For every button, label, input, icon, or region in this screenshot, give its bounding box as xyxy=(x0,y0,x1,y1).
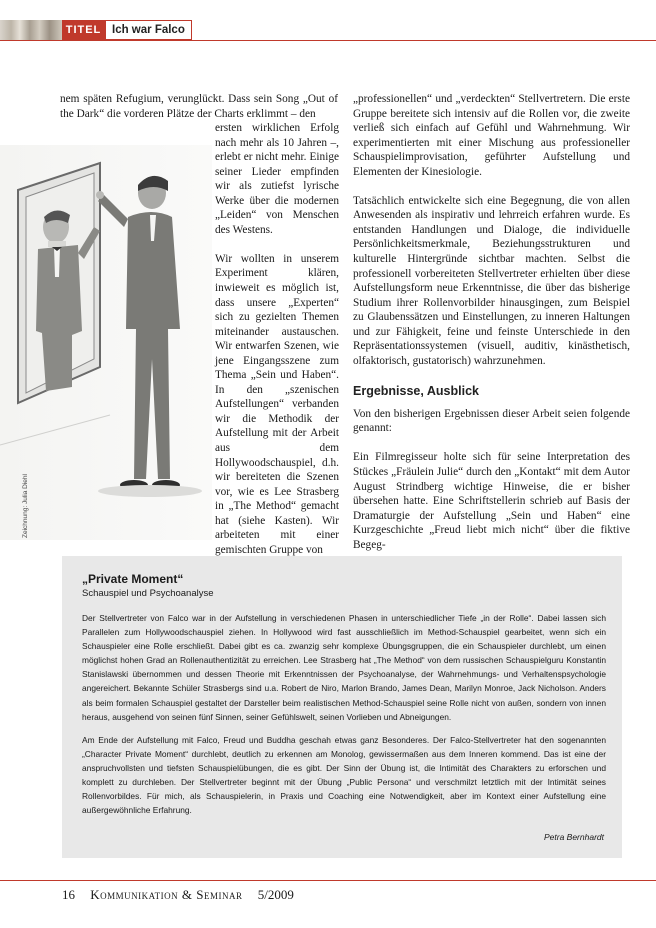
issue-number: 5/2009 xyxy=(257,887,294,902)
col2-paragraph: „professionellen“ und „verdeckten“ Stellvertretern. Die erste Gruppe bereitete sich intensiv auf die Rollen vor, die zweite verließ sich einfach auf Gefühl und Wahrnehmung. Wir experimentierten mit einer Mischung aus professioneller Schauspielimprovisation, geführter Aufstellung und Elementen der Kinesiologie. xyxy=(353,93,630,178)
col2-paragraph: Von den bisherigen Ergebnissen dieser Arbeit seien folgende genannt: xyxy=(353,407,630,435)
box-paragraph: Der Stellvertreter von Falco war in der Aufstellung in verschiedenen Phasen in unterschiedlicher Tiefe „in der Rolle“. Dabei lassen sich Parallelen zum Hollywoodschauspiel ziehen. In Hollywood wird fast ausschließlich im Method-Schauspiel gearbeitet, wenn sich ein Schauspieler eine Rolle erschließt. Dabei gibt es ca. zwanzig sehr komplexe Übungsgruppen, die ein Schauspieler durchlebt, um einen möglichst hohen Grad an Rollenauthentizität zu erreichen. Lee Strasberg hat „The Method“ von dem russischen Schauspielguru Konstantin Stanislawski übernommen und dessen Theorie mit Erkenntnissen der Psychoanalyse, der Wahrnehmungs- und Verhaltenspsychologie angereichert. Bekannte Schüler Strasbergs sind u.a. Robert de Niro, Marlon Brando, James Dean, Marilyn Monroe, Jack Nicholson. Anders als beim formalen Schauspiel gestaltet der Darsteller beim realistischen Method-Schauspiel seine Rolle nicht von außen, sondern von innen heraus, ausgehend von seinen fünf Sinnen, seiner Gefühlswelt, seinen Vorlieben und Abneigungen. xyxy=(82,613,606,722)
header-rule xyxy=(0,40,656,41)
sidebar-box xyxy=(62,556,622,858)
col1-top-text: nem späten Refugium, verunglückt. Dass sein Song „Out of the Dark“ die vorderen Plätze der Charts erklimmt – den xyxy=(60,93,338,120)
col1-narrow-column xyxy=(215,121,339,557)
page-number: 16 xyxy=(62,887,75,902)
box-subtitle: Schauspiel und Psychoanalyse xyxy=(82,588,214,599)
section-heading: Ergebnisse, Ausblick xyxy=(353,384,479,399)
article-title: Ich war Falco xyxy=(105,20,192,40)
section-badge: TITEL xyxy=(62,20,105,40)
mirror-drawing xyxy=(0,145,212,540)
magazine-name: Kommunikation & Seminar xyxy=(90,887,243,902)
col1-paragraph: ersten wirklichen Erfolg nach mehr als 10 Jahren –, erlebt er nicht mehr. Einige seiner Lieder empfinden wir als zutiefst lyrische Werke über die modernen „Leiden“ von Menschen des Westens. xyxy=(215,122,339,236)
footer xyxy=(62,887,294,903)
box-title: „Private Moment“ xyxy=(82,572,184,586)
image-credit: Zeichnung: Julia Diehl xyxy=(22,474,29,538)
box-body xyxy=(82,611,606,817)
box-author: Petra Bernhardt xyxy=(543,832,604,842)
box-paragraph: Am Ende der Aufstellung mit Falco, Freud und Buddha geschah etwas ganz Besonderes. Der Falco-Stellvertreter hat den sogenannten „Character Private Moment“ durchlebt, deutlich zu erkennen am Monolog, gewissermaßen aus dem Inneren kommend. Das ist eine der anspruchvollsten und tiefsten Schauspielübungen, die es gibt. Der Sinn der Übung ist, die Intimität des Charakters zu erforschen und komplett zu durchleben. Der Stellvertreter beginnt mit der Übung „Public Persona“ und verschmilzt letztlich mit der Intimität seines Rollenvorbildes. Für mich, als Schauspielerin, in Praxis und Coaching eine Notwendigkeit, aber im Kontext einer Aufstellung eine außergewöhnliche Erfahrung. xyxy=(82,734,606,816)
col1-paragraph: Wir wollten in unserem Experiment klären, inwieweit es möglich ist, dass unsere „Experten“ sich zu gezielten Themen miteinander austauschen. Wir entwarfen Szenen, wie jene Eingangsszene zum Thema „Sein und Haben“. In den „szenischen Aufstellungen“ verbanden wir die Methodik der Aufstellung mit der Arbeit aus dem Hollywoodschauspiel, d.h. wir bereiteten die Szenen vor, wie es Lee Strasberg in „The Method“ gemacht hat (siehe Kasten). Wir arbeiteten mit einer gemischten Gruppe von xyxy=(215,252,339,556)
footer-rule xyxy=(0,880,656,881)
header-photo-strip xyxy=(0,20,62,40)
header-bar xyxy=(0,20,192,42)
col2-paragraph: Tatsächlich entwickelte sich eine Begegnung, die von allen Anwesenden als inspirativ und lehrreich erfahren wurde. Es entstanden Handlungen und Dialoge, die individuelle Persönlichkeitsmerkmale, Beziehungsstrukturen und kulturelle Hintergründe sichtbar machten. Selbst die professionell vorbereiteten Stellvertreter erhielten über diese Aufstellungsform neue Erkenntnisse, die über das bisherige Studium ihrer Rollenvorbilder hinausgingen, zum Beispiel zu Glaubenssätzen und Einstellungen, zu inneren Haltungen und zur Fähigkeit, feine und feinste Unterschiede in den Repräsentationssystemen (visuell, auditiv, kinästhetisch, olfaktorisch, gustatorisch) wahrzunehmen. xyxy=(353,194,630,367)
col2-paragraph: Ein Filmregisseur holte sich für seine Interpretation des Stückes „Fräulein Julie“ durch den „Kontakt“ mit dem Autor August Strindberg wichtige Hinweise, die er bisher übersehen hatte. Eine Schriftstellerin schrieb auf Basis der Dramaturgie der Aufstellung „Sein und Haben“ eine Kurzgeschichte „Freud liebt mich nicht“ über die fiktive Begeg- xyxy=(353,451,630,551)
col2-column xyxy=(353,92,630,552)
